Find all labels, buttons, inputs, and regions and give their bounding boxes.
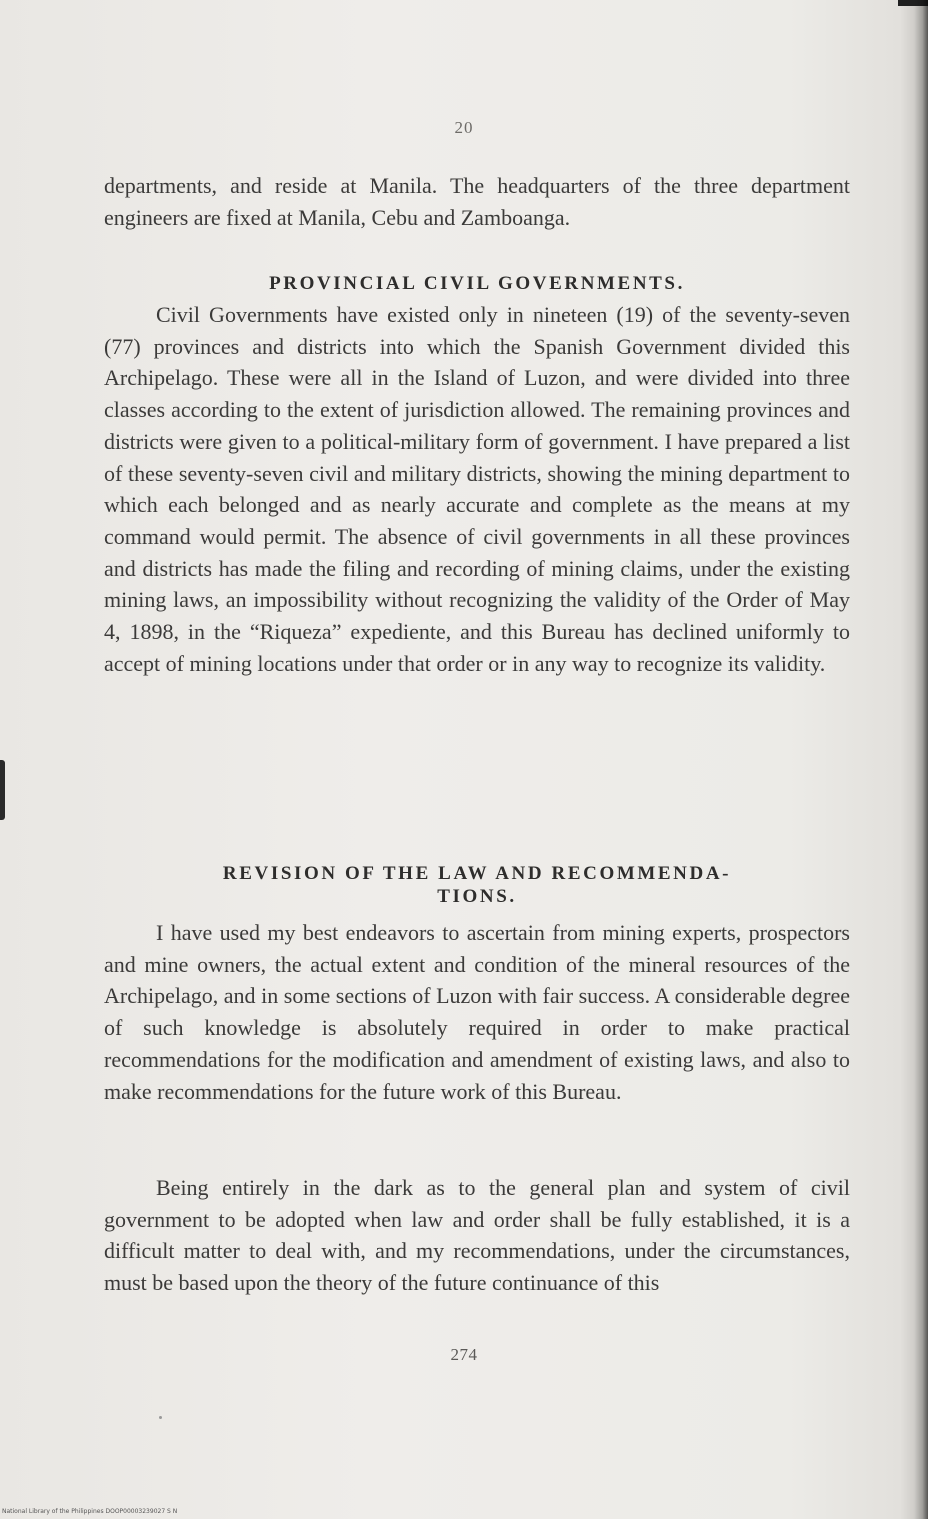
library-credit: National Library of the Philippines DOOP00003239027 S N: [2, 1508, 178, 1515]
paragraph-text: Being entirely in the dark as to the general plan and system of civil government to be adopted when law and order shall be fully established, it is a difficult matter to deal with, and my recommendations, under the circumstances, must be based upon the theory of the future continuance of this: [104, 1175, 850, 1296]
binding-mark: [0, 760, 5, 820]
scan-speck: [159, 1416, 162, 1419]
heading-provincial-civil-governments: PROVINCIAL CIVIL GOVERNMENTS.: [269, 273, 685, 294]
paragraph-being-entirely: [104, 1172, 850, 1299]
paragraph-text: I have used my best endeavors to ascertain from mining experts, prospectors and mine owners, the actual extent and condition of the mineral resources of the Archipelago, and in some sections of Luzon with fair success. A considerable degree of such knowledge is absolutely required in order to make practical recommendations for the modification and amendment of existing laws, and also to make recommendations for the future work of this Bureau.: [104, 920, 850, 1104]
page-number-top: 20: [454, 118, 474, 137]
paragraph-text: Civil Governments have existed only in nineteen (19) of the seventy-seven (77) provinces and districts into which the Spanish Government divided this Archipelago. These were all in the Island of Luzon, and were divided into three classes according to the extent of jurisdiction allowed. The remaining provinces and districts were given to a political-military form of government. I have prepared a list of these seventy-seven civil and military districts, showing the mining department to which each belonged and as nearly accurate and complete as the means at my command would permit. The absence of civil governments in all these provinces and districts has made the filing and recording of mining claims, under the existing mining laws, an impossibility without recognizing the validity of the Order of May 4, 1898, in the “Riqueza” expediente, and this Bureau has declined uniformly to accept of mining locations under that order or in any way to recognize its validity.: [104, 302, 850, 676]
paragraph-endeavors: [104, 917, 850, 1107]
page-edge-shadow: [914, 0, 928, 1519]
paragraph-civil-governments: [104, 299, 850, 679]
page-number-bottom: 274: [450, 1345, 478, 1364]
paragraph-departments: [104, 170, 850, 233]
paragraph-text: departments, and reside at Manila. The headquarters of the three department engineers are fixed at Manila, Cebu and Zamboanga.: [104, 173, 850, 230]
heading-line-1: REVISION OF THE LAW AND RECOMMENDA-: [222, 863, 732, 884]
heading-line-2: TIONS.: [437, 886, 517, 907]
heading-revision-of-law: [104, 862, 850, 908]
